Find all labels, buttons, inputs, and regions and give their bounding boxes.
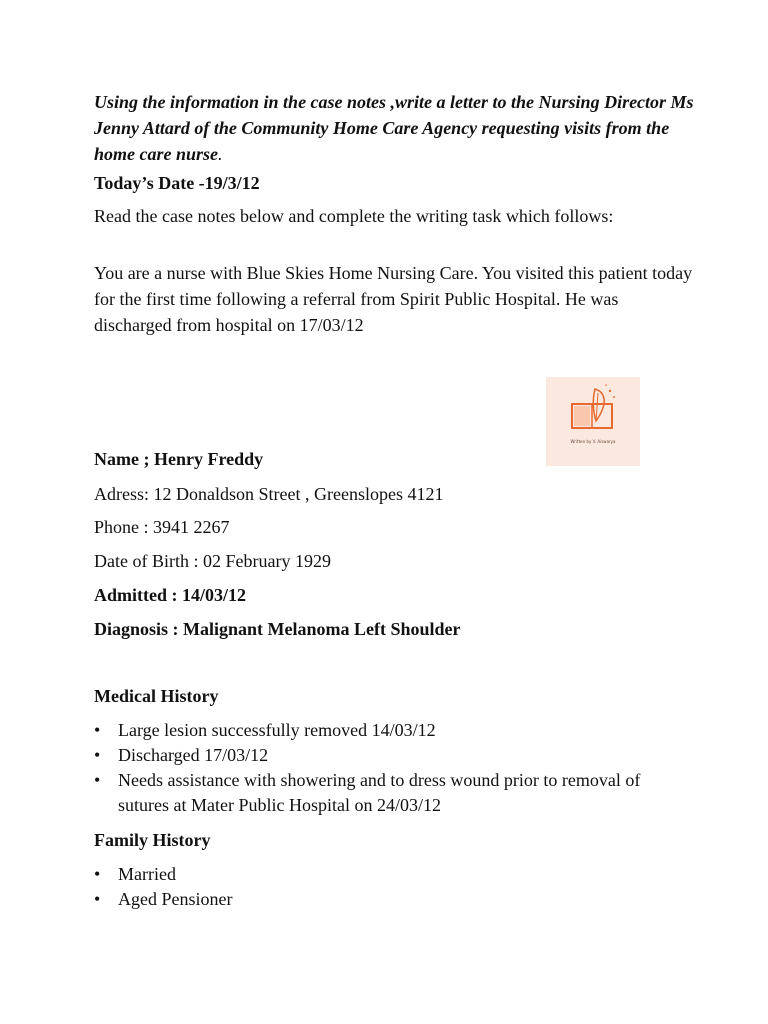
scenario-text: You are a nurse with Blue Skies Home Nursing Care. You visited this patient today for the first time following a referral from Spirit Public Hospital. He was discharged from hospital on 17/03/12 bbox=[94, 263, 693, 335]
family-history-list bbox=[94, 862, 694, 912]
todays-date: Today’s Date -19/3/12 bbox=[94, 173, 260, 193]
instructions-text: Read the case notes below and complete the writing task which follows: bbox=[94, 206, 614, 226]
list-item: • Large lesion successfully removed 14/03/12 bbox=[94, 718, 654, 743]
task-prompt-text: Using the information in the case notes ,write a letter to the Nursing Director Ms Jenny Attard of the Community Home Care Agency requesting visits from the home care nurse bbox=[94, 92, 694, 164]
patient-name: Name ; Henry Freddy bbox=[94, 449, 264, 469]
patient-phone: Phone : 3941 2267 bbox=[94, 517, 230, 537]
bullet-icon: • bbox=[94, 770, 101, 790]
bullet-icon: • bbox=[94, 864, 101, 884]
patient-address: Adress: 12 Donaldson Street , Greenslopes 4121 bbox=[94, 484, 444, 504]
list-item: • Married bbox=[94, 862, 694, 887]
family-history-title: Family History bbox=[94, 830, 211, 850]
patient-dob: Date of Birth : 02 February 1929 bbox=[94, 551, 331, 571]
medical-history-list bbox=[94, 718, 654, 818]
patient-admitted: Admitted : 14/03/12 bbox=[94, 585, 246, 605]
bullet-icon: • bbox=[94, 720, 101, 740]
list-item: • Discharged 17/03/12 bbox=[94, 743, 654, 768]
list-item: • Aged Pensioner bbox=[94, 887, 694, 912]
logo-caption: Written by V. Aiswarya bbox=[570, 439, 616, 444]
bullet-icon: • bbox=[94, 889, 101, 909]
task-prompt-tail: . bbox=[218, 144, 223, 164]
patient-diagnosis: Diagnosis : Malignant Melanoma Left Shoulder bbox=[94, 619, 461, 639]
bullet-icon: • bbox=[94, 745, 101, 765]
task-prompt bbox=[94, 89, 694, 167]
list-item: • Needs assistance with showering and to dress wound prior to removal of sutures at Mater Public Hospital on 24/03/12 bbox=[94, 770, 641, 815]
medical-history-title: Medical History bbox=[94, 686, 219, 706]
